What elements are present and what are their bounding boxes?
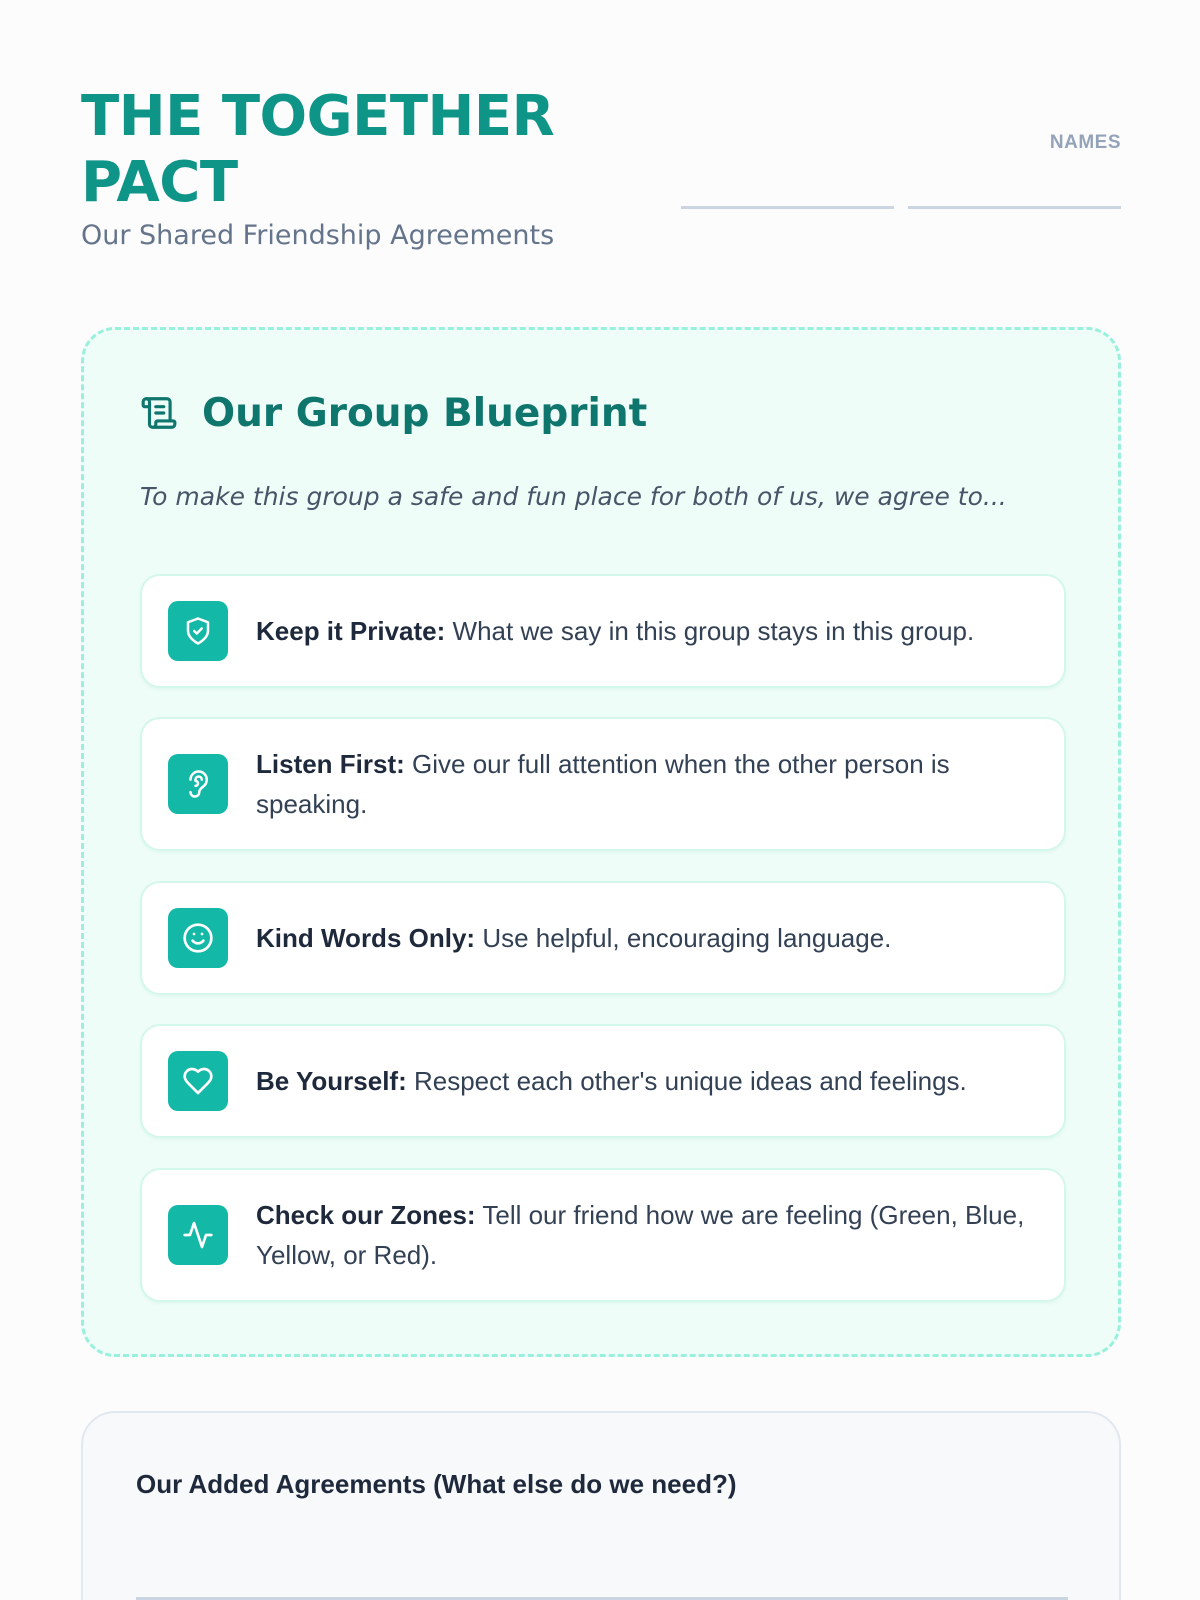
rule-title: Check our Zones: [256, 1200, 476, 1230]
rule-title: Be Yourself: [256, 1066, 407, 1096]
rule-title: Kind Words Only: [256, 923, 476, 953]
ear-icon [168, 754, 228, 814]
added-agreements-title: Our Added Agreements (What else do we need?) [136, 1469, 737, 1499]
rule-title: Keep it Private: [256, 616, 446, 646]
rule-keep-private [140, 574, 1066, 688]
name-field-2[interactable] [908, 206, 1121, 209]
rule-description: What we say in this group stays in this group. [452, 616, 975, 646]
scroll-icon [140, 393, 180, 433]
rule-kind-words [140, 881, 1066, 995]
blueprint-intro: To make this group a safe and fun place for both of us, we agree to... [140, 482, 1007, 511]
shield-check-icon [168, 601, 228, 661]
rule-check-zones [140, 1168, 1066, 1302]
added-agreements-section [81, 1411, 1121, 1600]
blueprint-heading [140, 388, 647, 438]
names-label: NAMES [1049, 132, 1121, 153]
rule-listen-first [140, 717, 1066, 851]
rule-description: Use helpful, encouraging language. [482, 923, 892, 953]
blueprint-title: Our Group Blueprint [202, 390, 648, 436]
rule-text [256, 611, 974, 651]
rule-title: Listen First: [256, 749, 405, 779]
rule-text [256, 744, 1036, 824]
rule-description: Give our full attention when the other person is speaking. [256, 749, 950, 819]
rule-description: Respect each other's unique ideas and feelings. [413, 1066, 967, 1096]
heart-icon [168, 1051, 228, 1111]
rule-text [256, 1195, 1036, 1275]
rule-description: Tell our friend how we are feeling (Green, Blue, Yellow, or Red). [256, 1200, 1025, 1270]
page-subtitle: Our Shared Friendship Agreements [81, 220, 555, 251]
page-header [81, 84, 1121, 264]
activity-icon [168, 1205, 228, 1265]
group-blueprint-panel [81, 327, 1121, 1357]
rule-text [256, 1061, 967, 1101]
rule-text [256, 918, 891, 958]
rule-be-yourself [140, 1024, 1066, 1138]
smile-icon [168, 908, 228, 968]
page-title: THE TOGETHER PACT [81, 84, 555, 215]
name-field-1[interactable] [681, 206, 894, 209]
